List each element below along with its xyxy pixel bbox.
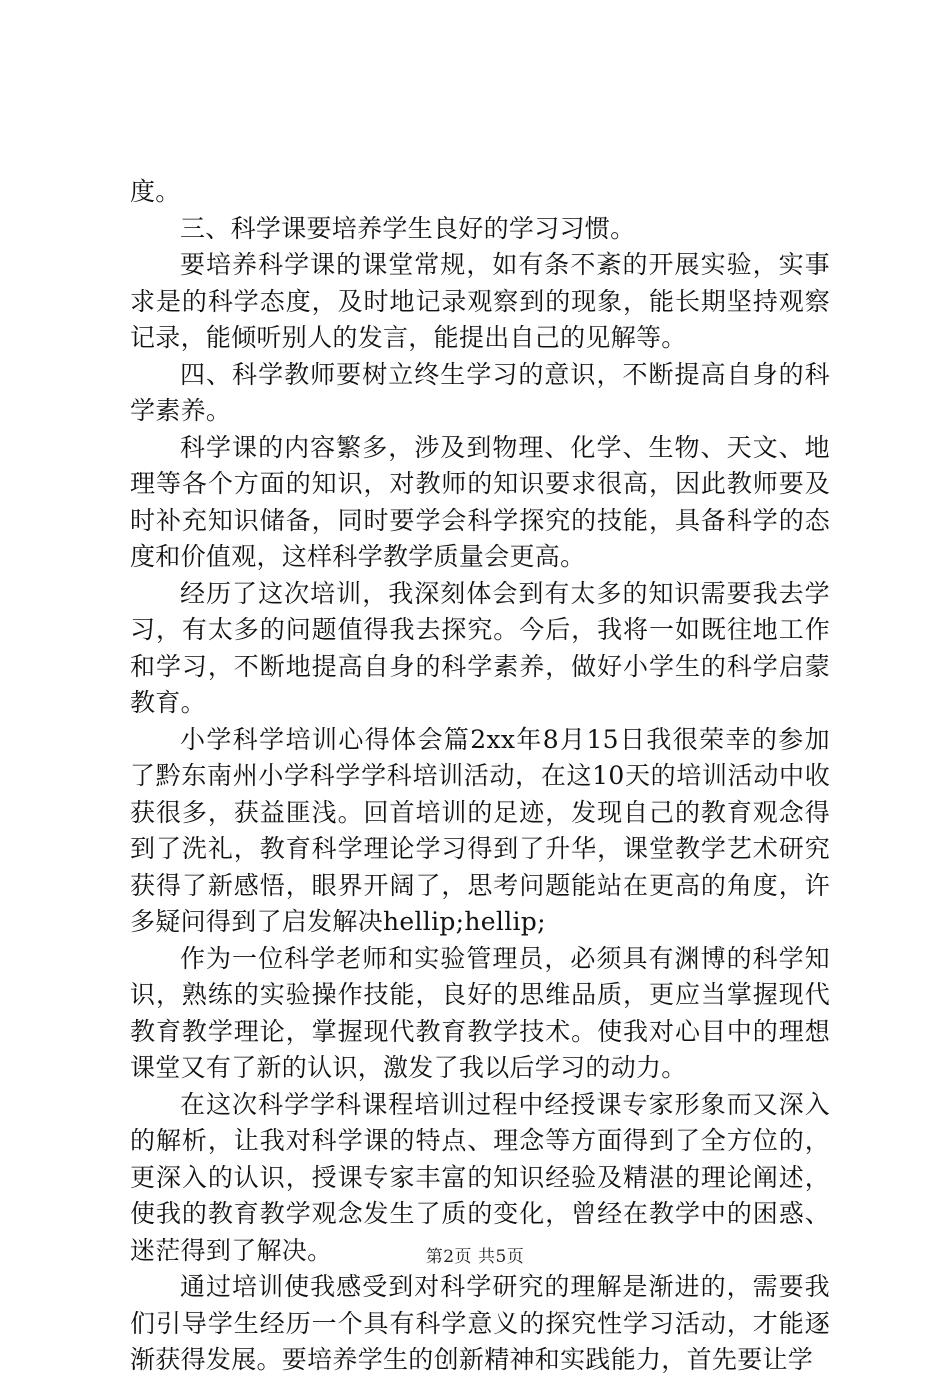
- paragraph-2: 三、科学课要培养学生良好的学习习惯。: [180, 213, 636, 243]
- document-body: [130, 174, 830, 1379]
- page-number-footer: 第2页 共5页: [425, 1247, 525, 1267]
- paragraph-7: 小学科学培训心得体会篇2xx年8月15日我很荣幸的参加了黔东南州小学科学学科培训活动，在这10天的培训活动中收获很多，获益匪浅。回首培训的足迹，发现自己的教育观念得到了洗礼，教育科学理论学习得到了升华，课堂教学艺术研究获得了新感悟，眼界开阔了，思考问题能站在更高的角度，许多疑问得到了启发解决hellip;hellip;: [130, 724, 830, 936]
- paragraph-9: 在这次科学学科课程培训过程中经授课专家形象而又深入的解析，让我对科学课的特点、理念等方面得到了全方位的，更深入的认识，授课专家丰富的知识经验及精湛的理论阐述，使我的教育教学观念发生了质的变化，曾经在教学中的困惑、迷茫得到了解决。: [130, 1089, 830, 1265]
- paragraph-1: 度。: [130, 177, 181, 206]
- paragraph-6: 经历了这次培训，我深刻体会到有太多的知识需要我去学习，有太多的问题值得我去探究。今后，我将一如既往地工作和学习，不断地提高自身的科学素养，做好小学生的科学启蒙教育。: [130, 578, 830, 717]
- paragraph-5: 科学课的内容繁多，涉及到物理、化学、生物、天文、地理等各个方面的知识，对教师的知识要求很高，因此教师要及时补充知识储备，同时要学会科学探究的技能，具备科学的态度和价值观，这样科学教学质量会更高。: [130, 432, 830, 571]
- paragraph-4: 四、科学教师要树立终生学习的意识，不断提高自身的科学素养。: [130, 359, 830, 425]
- paragraph-10: 通过培训使我感受到对科学研究的理解是渐进的，需要我们引导学生经历一个具有科学意义的探究性学习活动，才能逐渐获得发展。要培养学生的创新精神和实践能力，首先要让学: [130, 1272, 830, 1374]
- paragraph-3: 要培养科学课的课堂常规，如有条不紊的开展实验，实事求是的科学态度，及时地记录观察到的现象，能长期坚持观察记录，能倾听别人的发言，能提出自己的见解等。: [130, 250, 830, 352]
- paragraph-8: 作为一位科学老师和实验管理员，必须具有渊博的科学知识，熟练的实验操作技能，良好的思维品质，更应当掌握现代教育教学理论，掌握现代教育教学技术。使我对心目中的理想课堂又有了新的认识，激发了我以后学习的动力。: [130, 943, 830, 1082]
